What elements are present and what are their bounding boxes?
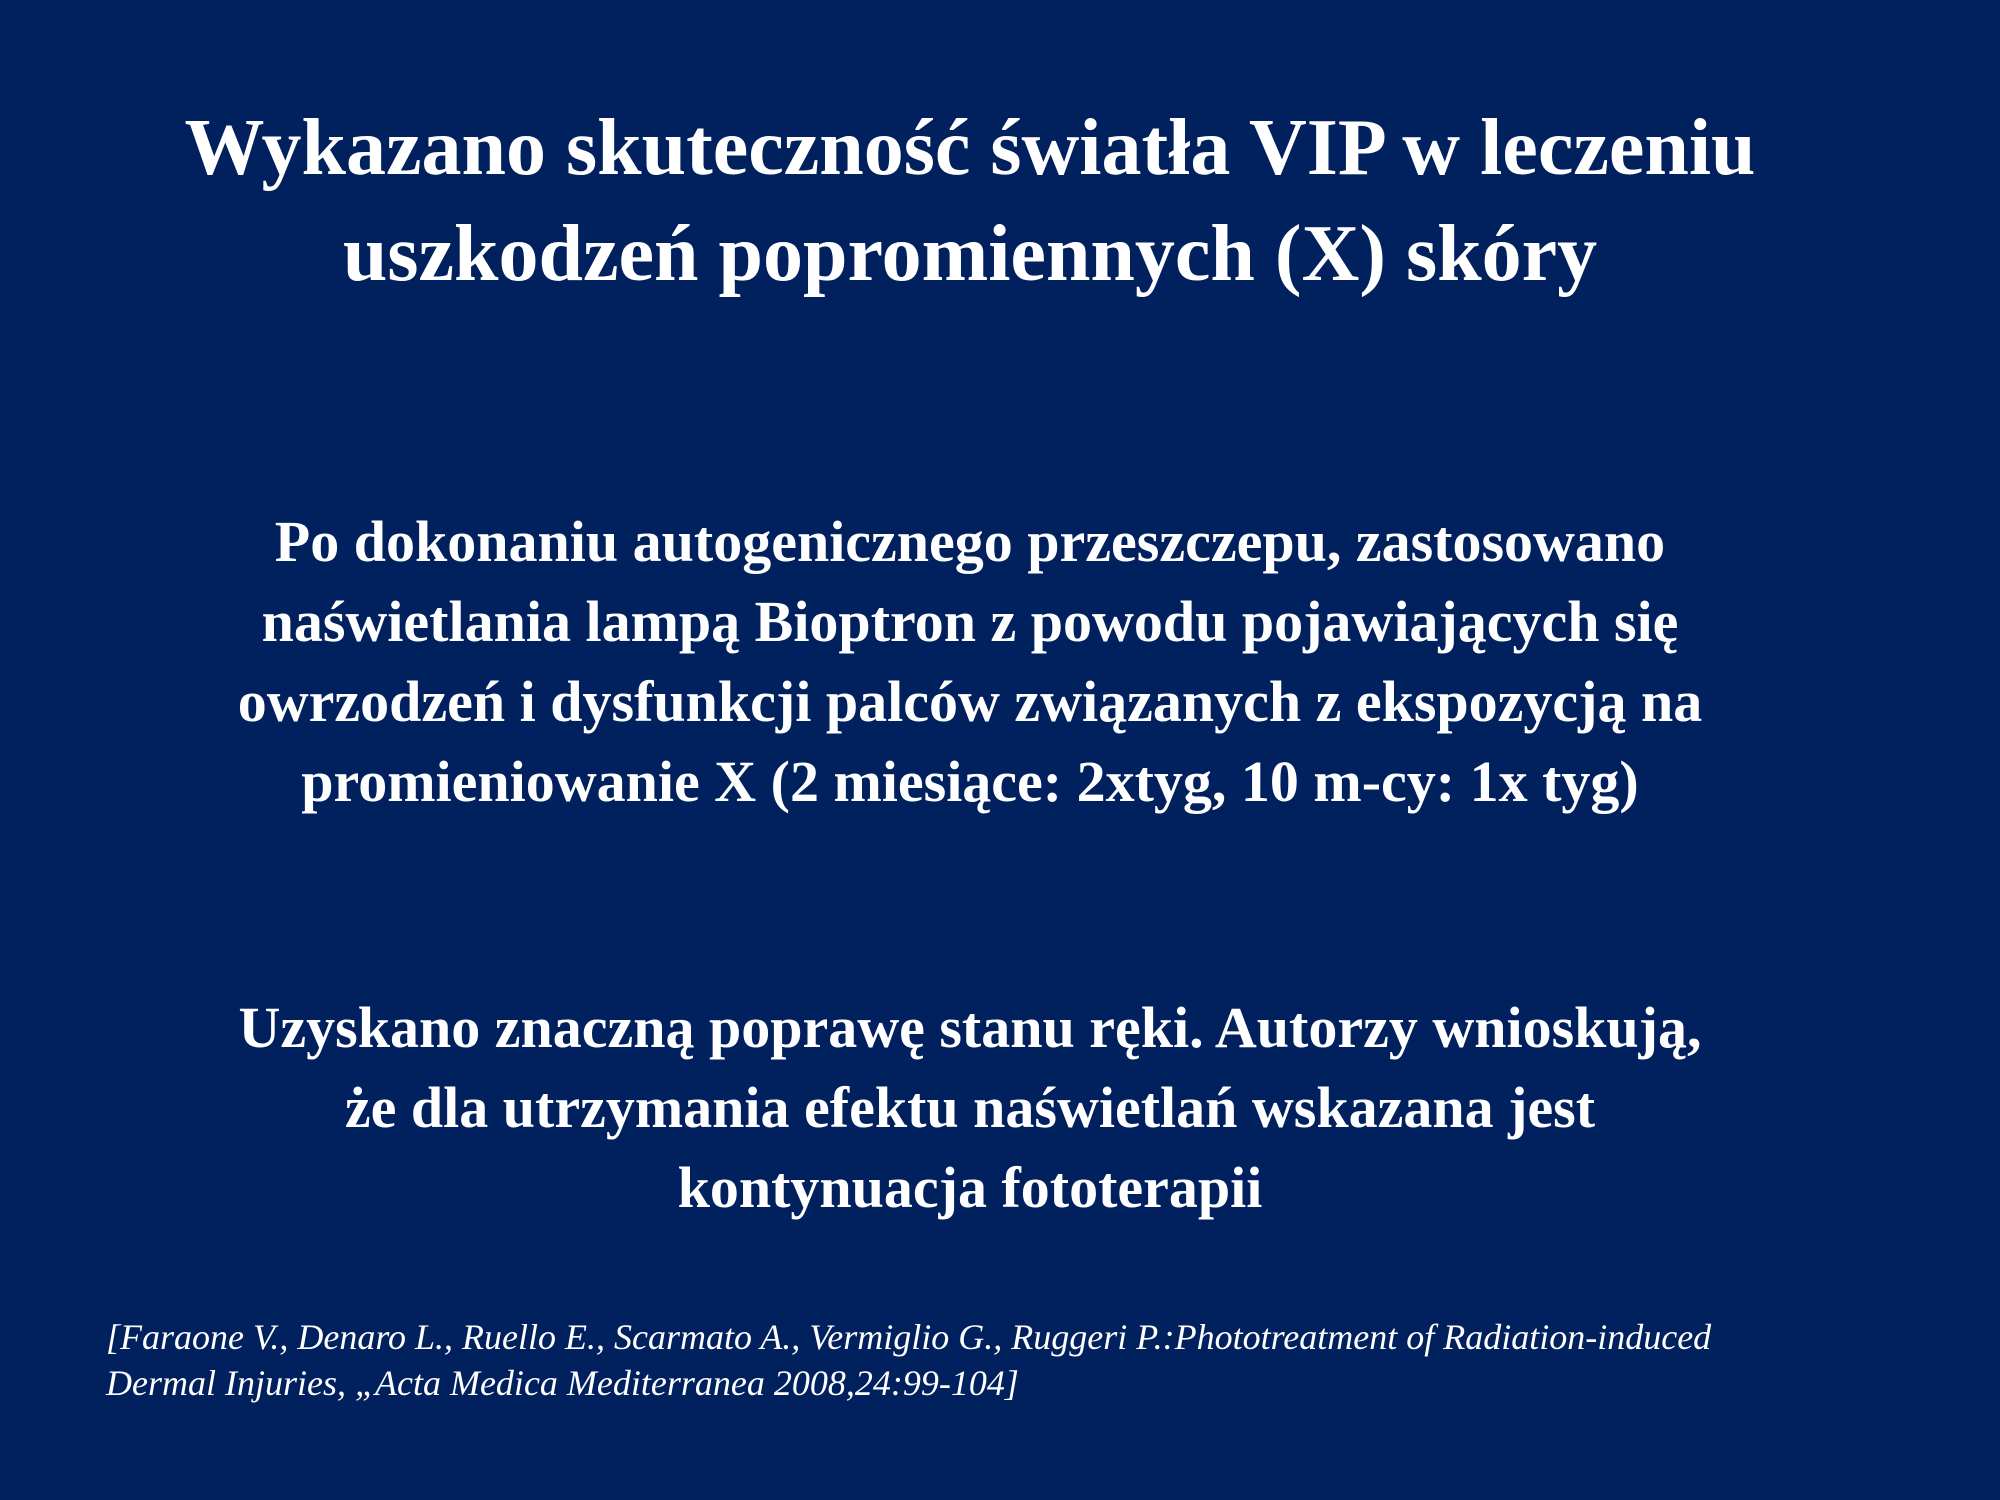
title-line-1: Wykazano skuteczność światła VIP w leczeniu <box>184 104 1756 192</box>
citation <box>106 1314 1986 1406</box>
title-line-2: uszkodzeń popromiennych (X) skóry <box>342 210 1598 298</box>
citation-line: [Faraone V., Denaro L., Ruello E., Scarmato A., Vermiglio G., Ruggeri P.:Phototreatment of Radiation-induced <box>106 1317 1712 1357</box>
paragraph-line: owrzodzeń i dysfunkcji palców związanych z ekspozycją na <box>237 669 1703 734</box>
paragraph-line: kontynuacja fototerapii <box>677 1155 1263 1220</box>
slide-title <box>0 95 1940 307</box>
paragraph-line: promieniowanie X (2 miesiące: 2xtyg, 10 m-cy: 1x tyg) <box>301 749 1639 814</box>
citation-line: Dermal Injuries, „Acta Medica Mediterranea 2008,24:99-104] <box>106 1363 1019 1403</box>
paragraph-line: Po dokonaniu autogenicznego przeszczepu, zastosowano <box>274 509 1666 574</box>
paragraph-line: Uzyskano znaczną poprawę stanu ręki. Autorzy wnioskują, <box>238 995 1702 1060</box>
paragraph-treatment <box>0 502 1940 822</box>
paragraph-line: że dla utrzymania efektu naświetlań wskazana jest <box>344 1075 1596 1140</box>
paragraph-line: naświetlania lampą Bioptron z powodu pojawiających się <box>261 589 1679 654</box>
paragraph-conclusion <box>0 988 1940 1228</box>
